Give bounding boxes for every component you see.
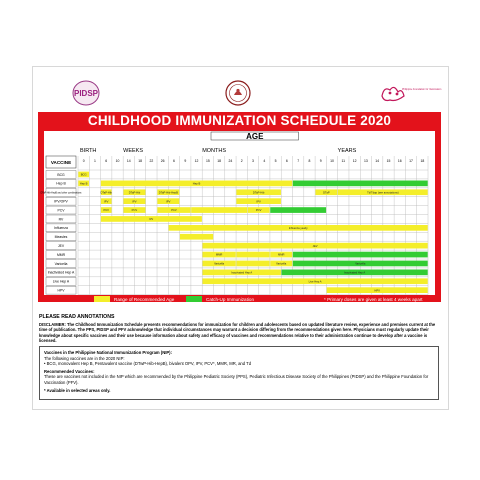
column-label: 13 [364,159,368,163]
group-birth: BIRTH [80,148,97,154]
column-label: 9 [319,159,322,163]
column-label: 26 [160,159,165,163]
schedule-bar-label: MMR [215,253,223,257]
pidsp-logo [72,80,100,106]
schedule-bar-label: PCV [171,209,177,213]
vaccine-label: MMR [56,252,66,257]
column-label: 17 [409,159,413,163]
schedule-bar-label: Td/Tdap (see annotations) [367,191,399,195]
nip-list: • BCG, monovalent Hep B, Pentavalent vaccine (DTwP-Hib-HepB), bivalent OPV, IPV, PCV*, MMR, MR, and Td [44,361,252,367]
vaccine-label: Measles [54,235,68,240]
schedule-bar-green [270,207,326,213]
schedule-bar-label: IPV [132,200,137,204]
schedule-bar-label: DTaP-Hib-HepB [158,191,178,195]
column-label: 15 [386,159,391,163]
vaccine-label: BCG [57,172,65,177]
schedule-bar-label: DTaP-Hib [128,191,141,195]
schedule-grid-panel [40,131,435,295]
page-title: CHILDHOOD IMMUNIZATION SCHEDULE 2020 [87,113,392,128]
column-label: 22 [149,159,154,163]
schedule-bar-label: PCV [131,209,138,213]
pps-seal [224,80,252,106]
vaccine-label: IPV/OPV [54,199,68,204]
schedule-bar-green [293,252,428,258]
schedule-bar-label: Varicella [214,262,225,266]
column-label: 1 [93,159,96,163]
schedule-bar-label: Varicella [355,262,366,266]
vaccine-label: Influenza [54,226,68,231]
schedule-bar-yellow [236,261,269,267]
schedule-bar-label: IPV [256,200,261,204]
schedule-bar-yellow [191,207,247,213]
pfv-logo-text: Philippine Foundation for Vaccination [402,88,442,91]
schedule-bar-label: IPV [104,200,109,204]
vaccine-label: Varicella [54,261,68,266]
column-label: 6 [285,159,288,163]
legend-note: * Primary doses are given at least 4 weeks apart [324,297,423,302]
schedule-bar-label: MMR [278,253,285,257]
column-label: 3 [252,159,254,163]
schedule-bar-label: JEV [312,244,318,248]
schedule-bar-label: DTaP-Hib [252,191,265,195]
schedule-bar-label: Inactivated Hep A [231,271,253,275]
column-label: 4 [263,159,266,163]
schedule-bar-label: PCV [103,209,109,213]
legend-label-yellow: Range of Recommended Age [114,297,175,302]
legend-swatch-yellow [94,296,110,302]
column-label: 24 [228,159,233,163]
column-label: 2 [240,159,243,163]
pidsp-logo-text: PIDSP [73,89,99,98]
schedule-grid [40,131,435,295]
column-label: 18 [138,159,142,163]
schedule-bar-yellow [180,234,213,240]
legend-swatch-green [186,296,202,302]
column-label: 11 [341,159,346,163]
age-header: AGE [246,132,264,141]
column-label: 7 [297,159,300,163]
schedule-bar-green [293,181,428,187]
schedule-banner [38,112,441,302]
recommended-text: These are vaccines not included in the NIP which are recommended by the Philippine Pediatric Society (PPS), Pediatric Infectious Disease Society of the Philippines (PIDSP) and the Philippine Foundation for Vaccination (PFV). [44,374,429,385]
column-label: 14 [126,159,131,163]
vaccine-label: Hep B [56,181,66,186]
vaccine-header: VACCINE [50,160,72,165]
recommended-heading: Recommended Vaccines: [44,368,95,374]
schedule-bar-label: Hep B [192,182,201,186]
vaccine-label: DTaP-Hib-HepB and other combinations [40,192,82,195]
group-weeks: WEEKS [123,148,144,154]
disclaimer-text: The Childhood Immunization Schedule presents recommendations for immunization for children and adolescents based on updated literature review, experience and premises current at the time of publication. The PPS, PIDSP and PFV acknowledge that individual circumstances may warrant a decision differing from the recommendations given here. Physicians must regularly update their knowledge about specific vaccines and their use because information about safety and efficacy of vaccines and recommendations relative to their administration continue to develop after a vaccine is licensed. [39,322,436,344]
column-label: 14 [375,159,380,163]
schedule-bar-label: Live Hep A [308,280,322,284]
vaccine-label: Live Hep A [52,279,70,284]
nip-footnote: * Available in selected areas only. [44,387,111,393]
group-months: MONTHS [202,148,227,154]
schedule-bar-label: DTaP [323,191,330,195]
column-label: 12 [194,159,199,163]
schedule-bar-label: Varicella [276,262,287,266]
group-years: YEARS [337,148,357,154]
schedule-bar-label: Inactivated Hep A [344,271,366,275]
column-label: 9 [184,159,187,163]
column-label: 15 [205,159,210,163]
schedule-bar-label: BCG [80,173,87,177]
vaccine-label: RV [58,217,64,222]
nip-heading: Vaccines in the Philippine National Immunization Program (NIP): [44,350,172,355]
disclaimer-lead: DISCLAIMER: [39,322,66,327]
schedule-bar-label: DTaP-Hib [100,191,112,195]
vaccine-label: PCV [57,208,65,213]
schedule-bar-yellow [236,252,269,258]
schedule-bar-label: RV [149,218,154,222]
vaccine-label: HPV [57,288,65,293]
vaccine-label: Inactivated Hep A [47,270,75,275]
schedule-bar-label: Influenza yearly [288,226,308,230]
nip-intro: The following vaccines are in the 2020 NIP: [44,355,125,361]
column-label: 0 [82,159,85,163]
nip-info-box [39,346,439,400]
column-label: 10 [115,159,120,163]
schedule-bar-label: IPV [166,200,171,204]
column-label: 10 [330,159,334,163]
annotations-heading: PLEASE READ ANNOTATIONS [39,314,115,320]
column-label: 16 [397,159,402,163]
column-label: 18 [420,159,425,163]
column-label: 5 [274,159,277,163]
disclaimer [39,322,439,344]
schedule-bar-label: Hep B [79,182,88,186]
column-label: 6 [105,159,108,163]
legend-label-green: Catch-Up Immunization [206,297,254,302]
schedule-bar-label: PCV [255,209,262,213]
vaccine-label: JEV [57,243,65,248]
pfv-logo [378,80,442,106]
column-label: 6 [173,159,175,163]
column-label: 18 [217,159,222,163]
schedule-bar-label: HPV [374,289,380,293]
column-label: 12 [352,159,357,163]
column-label: 8 [308,159,311,163]
legend [38,295,441,303]
